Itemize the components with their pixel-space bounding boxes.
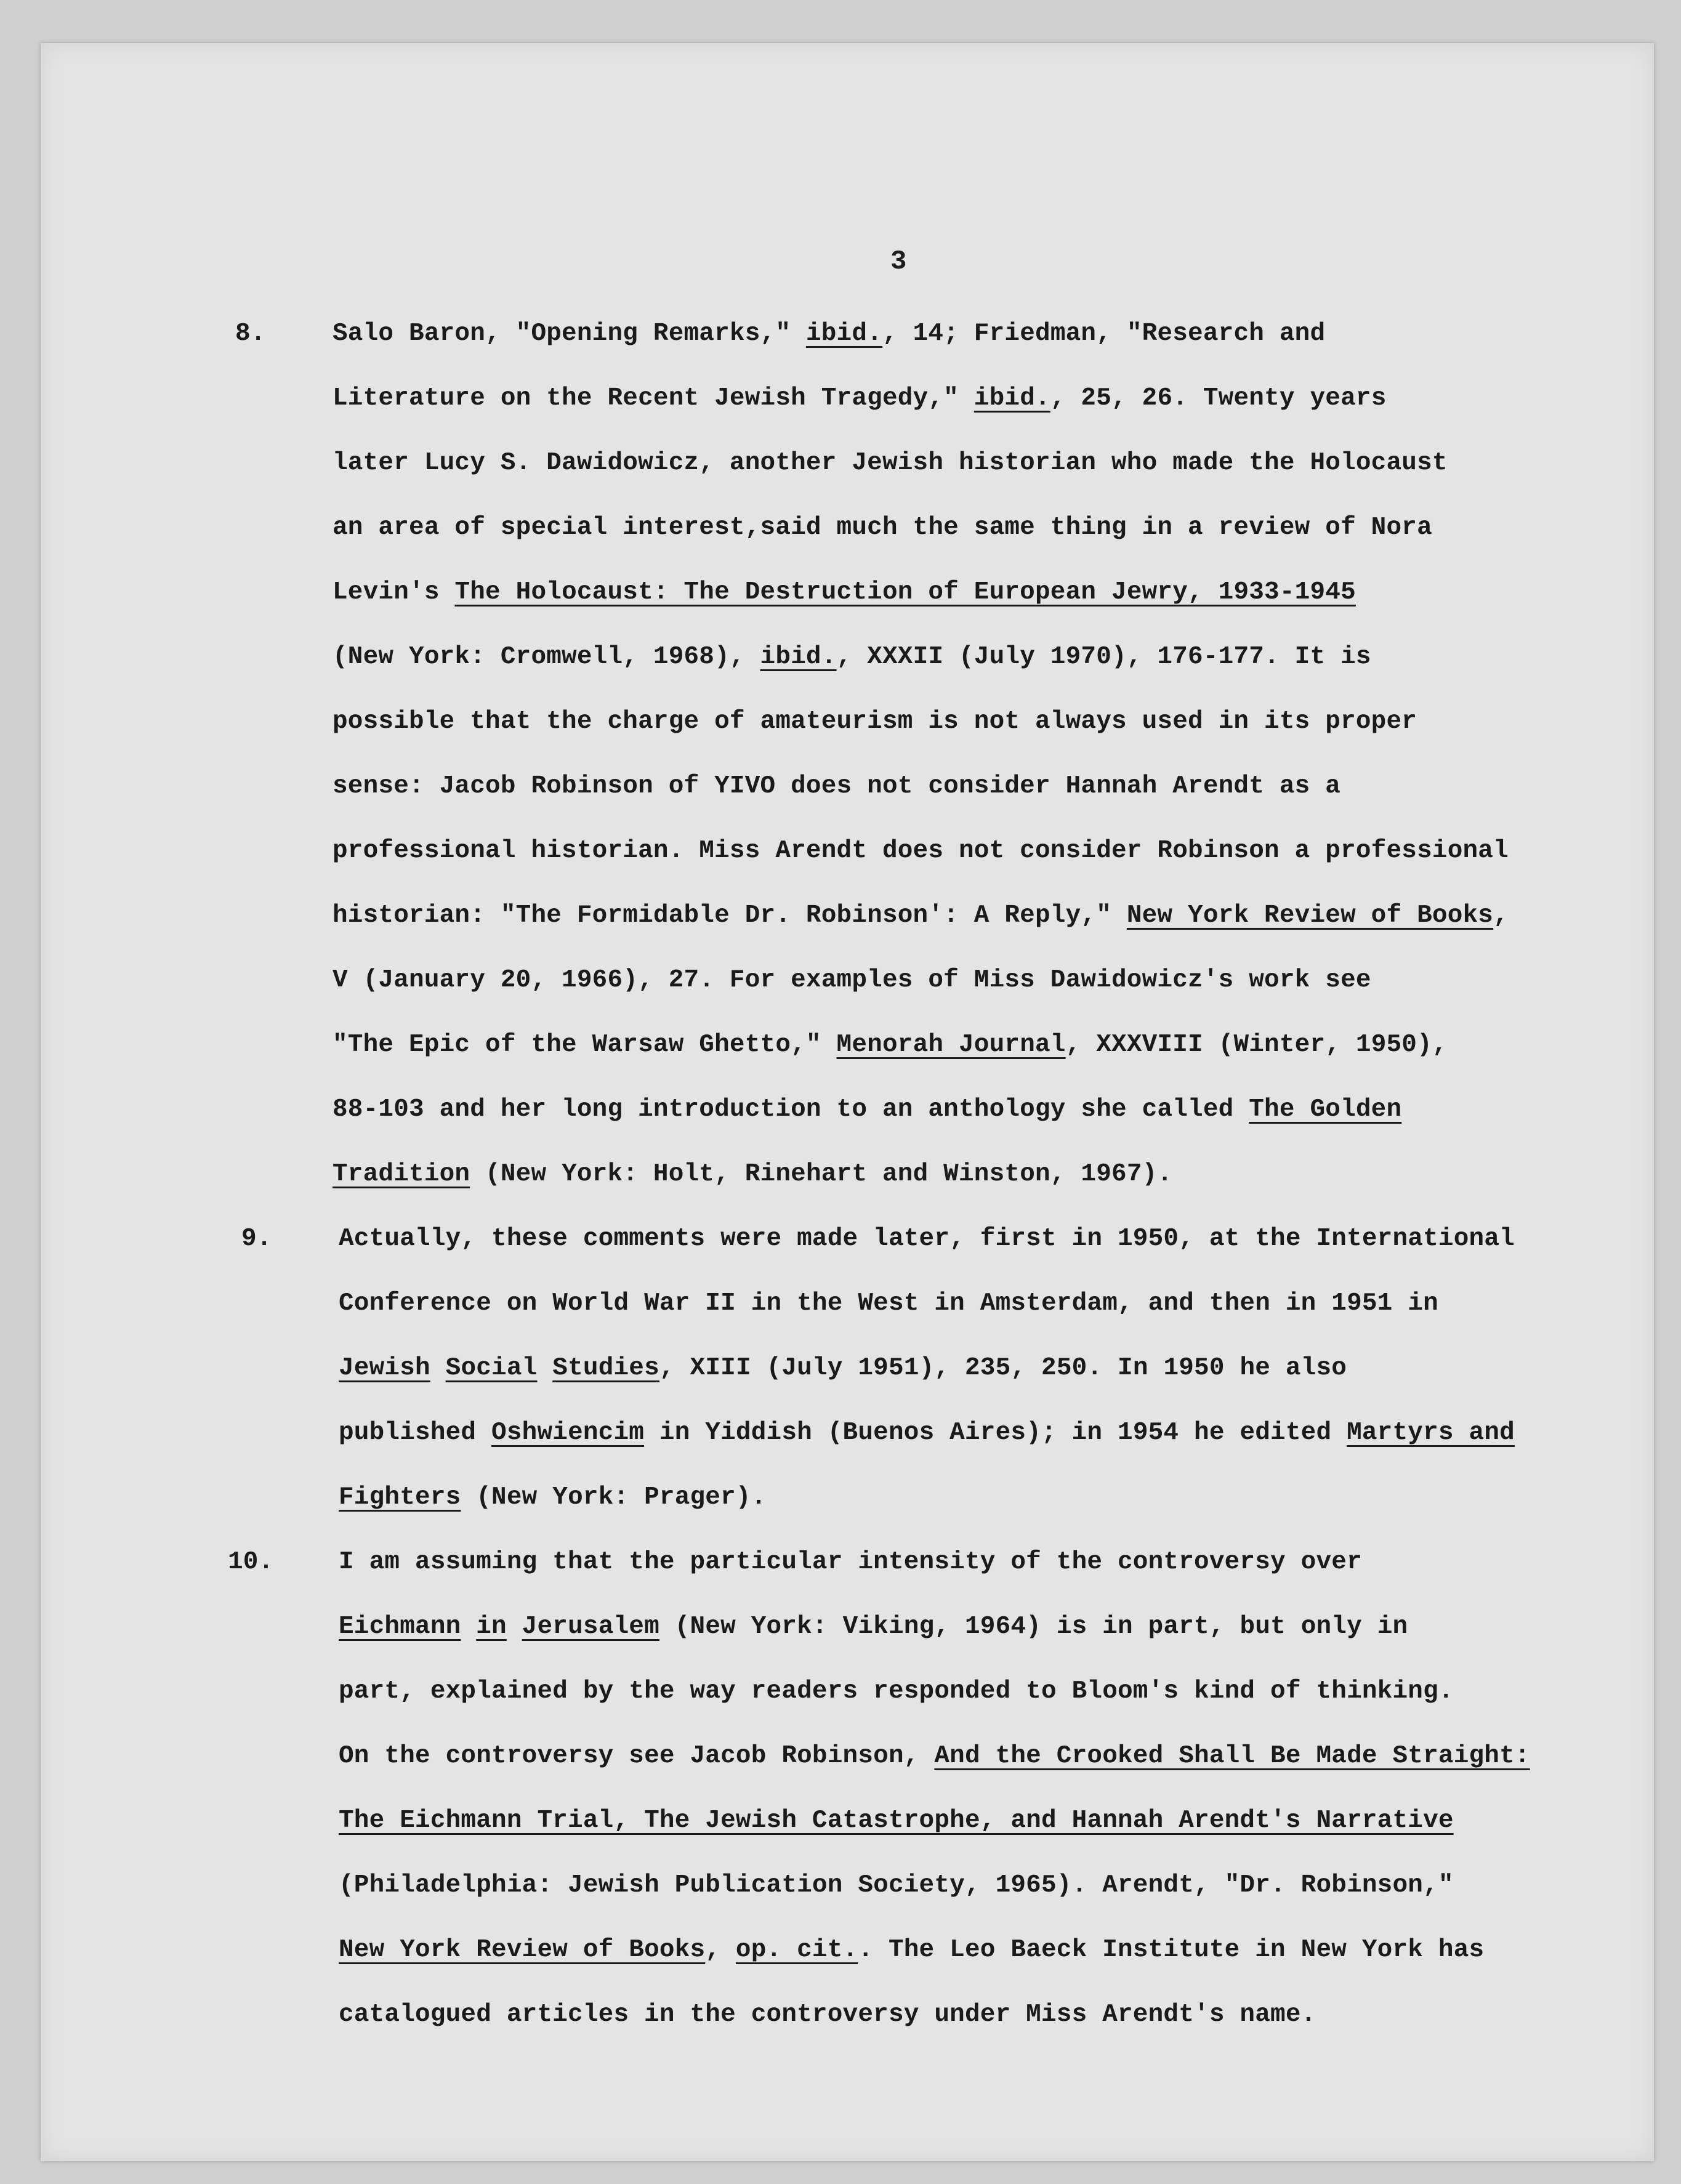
footnote-text: , 25, 26. Twenty years (1050, 384, 1387, 413)
footnote-line (333, 1142, 1172, 1207)
footnote-text (461, 1613, 476, 1641)
footnote-text: an area of special interest,said much the same thing in a review of Nora (333, 514, 1432, 542)
footnote-text: (New York: Viking, 1964) is in part, but only in (659, 1613, 1408, 1641)
footnote-text: (New York: Cromwell, 1968), (333, 643, 760, 671)
footnote-text: sense: Jacob Robinson of YIVO does not consider Hannah Arendt as a (333, 772, 1341, 800)
underlined-title: Oshwiencim (491, 1419, 645, 1447)
underlined-title: Fighters (339, 1483, 461, 1512)
footnote-line (333, 625, 1371, 690)
underlined-title: Martyrs and (1347, 1419, 1515, 1447)
footnote-number: 8. (235, 320, 266, 348)
underlined-title: Tradition (333, 1160, 470, 1188)
footnote-text: , XXXVIII (Winter, 1950), (1065, 1031, 1448, 1059)
footnote-text: published (339, 1419, 492, 1447)
footnote-text: (New York: Holt, Rinehart and Winston, 1967). (470, 1160, 1173, 1188)
footnote-line (333, 754, 1340, 819)
footnote-text: , XXXII (July 1970), 176-177. It is (836, 643, 1371, 671)
footnote-text: Conference on World War II in the West in Amsterdam, and then in 1951 in (339, 1289, 1438, 1318)
underlined-title: ibid. (760, 643, 837, 671)
footnote-line (333, 948, 1371, 1013)
footnote-text: I am assuming that the particular intensity of the controversy over (339, 1548, 1362, 1576)
underlined-title: The Holocaust: The Destruction of European Jewry, 1933-1945 (454, 578, 1356, 606)
footnote-number: 9. (241, 1225, 272, 1253)
footnote-line (339, 1336, 1347, 1401)
footnote-text: Literature on the Recent Jewish Tragedy," (333, 384, 974, 413)
footnote-line (333, 690, 1417, 754)
footnote-text: later Lucy S. Dawidowicz, another Jewish historian who made the Holocaust (333, 449, 1448, 477)
footnote-line (339, 1853, 1454, 1918)
footnote-line (333, 560, 1356, 625)
underlined-title: The Golden (1249, 1095, 1402, 1124)
footnote-line (339, 1530, 1362, 1595)
footnote-line (339, 1401, 1515, 1465)
footnote-text: , (1493, 901, 1509, 930)
underlined-title: op. cit. (735, 1936, 858, 1964)
footnote-text: Salo Baron, "Opening Remarks," (333, 320, 806, 348)
footnote-number: 10. (228, 1548, 274, 1576)
underlined-title: in (476, 1613, 507, 1641)
footnote-text: , XIII (July 1951), 235, 250. In 1950 he also (659, 1354, 1347, 1382)
footnote-line (333, 819, 1509, 884)
footnote-text: , (705, 1936, 736, 1964)
footnote-text: catalogued articles in the controversy under Miss Arendt's name. (339, 2001, 1316, 2029)
footnote-text: professional historian. Miss Arendt does not consider Robinson a professional (333, 837, 1509, 865)
footnote-line (339, 1983, 1316, 2047)
underlined-title: Jewish (339, 1354, 430, 1382)
footnote-text: 88-103 and her long introduction to an anthology she called (333, 1095, 1249, 1124)
footnote-line (333, 302, 1325, 366)
footnote-line (339, 1595, 1408, 1659)
underlined-title: Social (445, 1354, 538, 1382)
footnote-text: On the controversy see Jacob Robinson, (339, 1742, 935, 1770)
footnote-text: (Philadelphia: Jewish Publication Society, 1965). Arendt, "Dr. Robinson," (339, 1871, 1454, 1900)
footnote-line (333, 366, 1387, 431)
page-number: 3 (890, 246, 907, 277)
footnote-line (333, 884, 1509, 948)
footnote-text (537, 1354, 552, 1382)
footnote-line (339, 1789, 1454, 1853)
underlined-title: And the Crooked Shall Be Made Straight: (934, 1742, 1530, 1770)
footnote-line (333, 496, 1432, 560)
footnote-line (339, 1465, 767, 1530)
footnote-text: part, explained by the way readers responded to Bloom's kind of thinking. (339, 1677, 1454, 1706)
footnote-line (339, 1271, 1438, 1336)
footnote-text: Levin's (333, 578, 455, 606)
footnote-line (339, 1724, 1530, 1789)
footnote-text (430, 1354, 446, 1382)
footnote-text: "The Epic of the Warsaw Ghetto," (333, 1031, 837, 1059)
footnote-text: (New York: Prager). (461, 1483, 767, 1512)
underlined-title: ibid. (805, 320, 882, 348)
footnote-text: V (January 20, 1966), 27. For examples of Miss Dawidowicz's work see (333, 966, 1371, 994)
underlined-title: Studies (552, 1354, 659, 1382)
underlined-title: New York Review of Books (339, 1936, 706, 1964)
footnote-line (333, 431, 1448, 496)
underlined-title: Jerusalem (522, 1613, 659, 1641)
footnote-text: . The Leo Baeck Institute in New York has (858, 1936, 1485, 1964)
underlined-title: Eichmann (339, 1613, 461, 1641)
underlined-title: New York Review of Books (1126, 901, 1494, 930)
underlined-title: ibid. (974, 384, 1050, 413)
footnote-text: historian: "The Formidable Dr. Robinson': A Reply," (333, 901, 1127, 930)
footnote-text: possible that the charge of amateurism is not always used in its proper (333, 707, 1417, 736)
footnote-text: in Yiddish (Buenos Aires); in 1954 he edited (644, 1419, 1347, 1447)
footnote-line (339, 1918, 1484, 1983)
footnote-line (339, 1207, 1515, 1271)
footnote-text: , 14; Friedman, "Research and (882, 320, 1326, 348)
footnote-text (507, 1613, 522, 1641)
underlined-title: The Eichmann Trial, The Jewish Catastrophe, and Hannah Arendt's Narrative (339, 1807, 1454, 1835)
footnote-line (339, 1659, 1454, 1724)
footnote-line (333, 1078, 1401, 1142)
footnote-line (333, 1013, 1448, 1078)
underlined-title: Menorah Journal (836, 1031, 1066, 1059)
footnote-text: Actually, these comments were made later, first in 1950, at the International (339, 1225, 1515, 1253)
